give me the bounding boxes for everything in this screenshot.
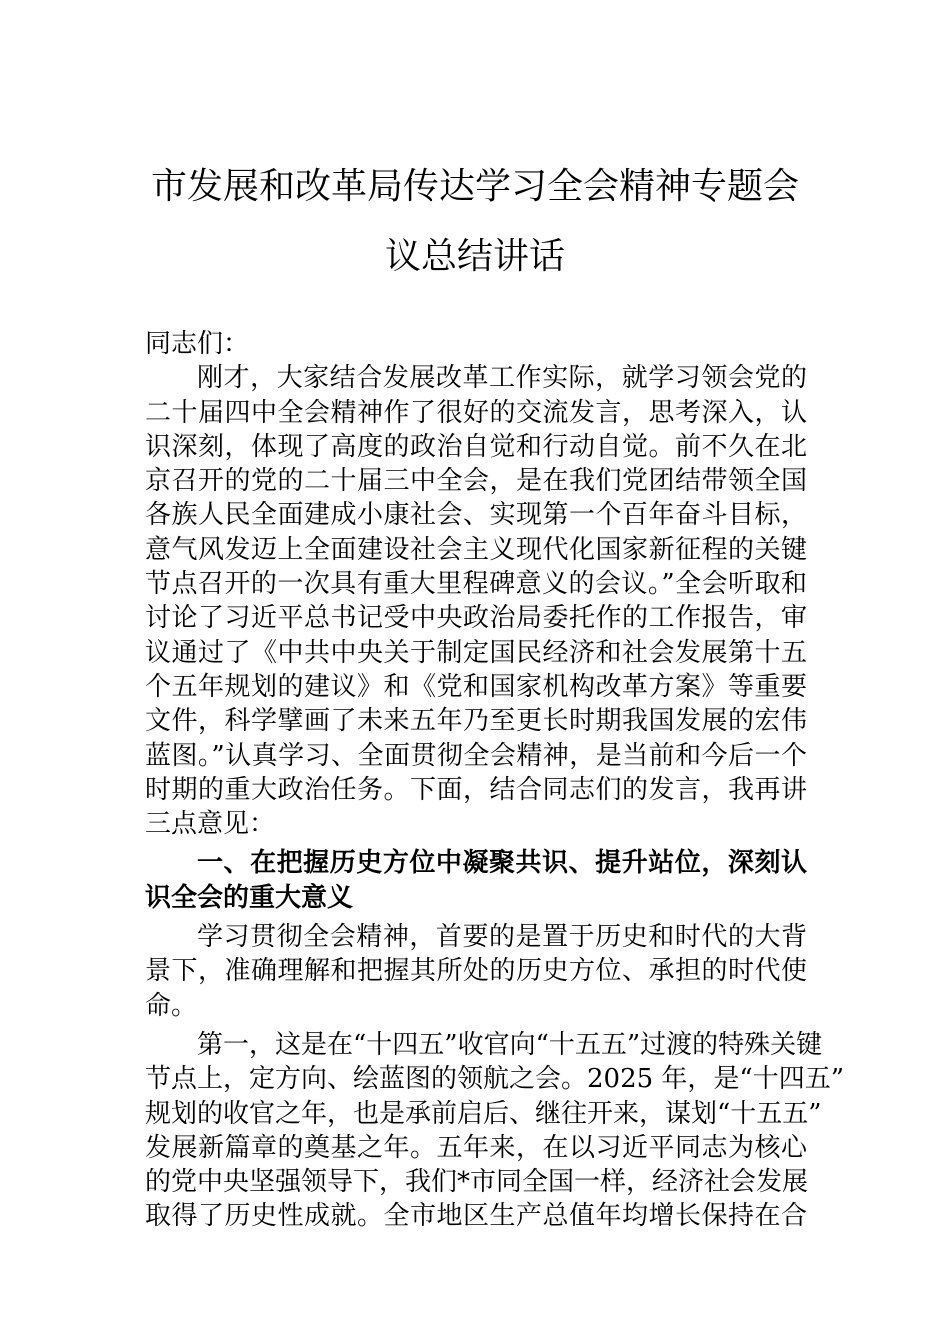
text-line: 文件，科学擘画了未来五年乃至更长时期我国发展的宏伟 (145, 706, 807, 737)
section-heading (145, 846, 807, 915)
paragraph (145, 920, 807, 1023)
text-line: 三点意见： (145, 809, 276, 840)
text-line: 各族人民全面建成小康社会、实现第一个百年奋斗目标， (145, 500, 807, 531)
text-line: 时期的重大政治任务。下面，结合同志们的发言，我再讲 (145, 774, 807, 805)
text-line: 节点召开的一次具有重大里程碑意义的会议。”全会听取和 (145, 569, 807, 600)
document-title (0, 152, 950, 292)
text-line: 节点上，定方向、绘蓝图的领航之会。2025 年，是“十四五” (145, 1064, 845, 1095)
text-line: 二十届四中全会精神作了很好的交流发言，思考深入，认 (145, 397, 807, 428)
text-line: 发展新篇章的奠基之年。五年来，在以习近平同志为核心 (145, 1132, 807, 1163)
text-line: 识全会的重大意义 (145, 882, 354, 913)
paragraph (145, 361, 807, 841)
text-line: 取得了历史性成就。全市地区生产总值年均增长保持在合 (145, 1201, 807, 1232)
text-line: 京召开的党的二十届三中全会，是在我们党团结带领全国 (145, 466, 807, 497)
title-line-2: 议总结讲话 (384, 236, 565, 277)
title-line-1: 市发展和改革局传达学习全会精神专题会 (150, 166, 799, 207)
text-line: 蓝图。”认真学习、全面贯彻全会精神，是当前和今后一个 (145, 740, 807, 771)
paragraph (145, 1028, 845, 1234)
text-line: 景下，准确理解和把握其所处的历史方位、承担的时代使 (145, 956, 807, 987)
text-line: 命。 (145, 990, 198, 1021)
text-line: 刚才，大家结合发展改革工作实际，就学习领会党的 (197, 363, 807, 394)
text-line: 识深刻，体现了高度的政治自觉和行动自觉。前不久在北 (145, 431, 807, 462)
text-line: 讨论了习近平总书记受中央政治局委托作的工作报告，审 (145, 603, 807, 634)
text-line: 第一，这是在“十四五”收官向“十五五”过渡的特殊关键 (197, 1029, 823, 1060)
salutation: 同志们： (145, 329, 250, 359)
text-line: 的党中央坚强领导下，我们*市同全国一样，经济社会发展 (145, 1167, 809, 1198)
text-line: 学习贯彻全会精神，首要的是置于历史和时代的大背 (197, 922, 807, 953)
text-line: 规划的收官之年，也是承前启后、继往开来，谋划“十五五” (145, 1098, 822, 1129)
text-line: 意气风发迈上全面建设社会主义现代化国家新征程的关键 (145, 534, 807, 565)
text-line: 一、在把握历史方位中凝聚共识、提升站位，深刻认 (197, 848, 807, 879)
text-line: 个五年规划的建议》和《党和国家机构改革方案》等重要 (145, 671, 807, 702)
document-body (145, 327, 845, 1234)
text-line: 议通过了《中共中央关于制定国民经济和社会发展第十五 (145, 637, 807, 668)
